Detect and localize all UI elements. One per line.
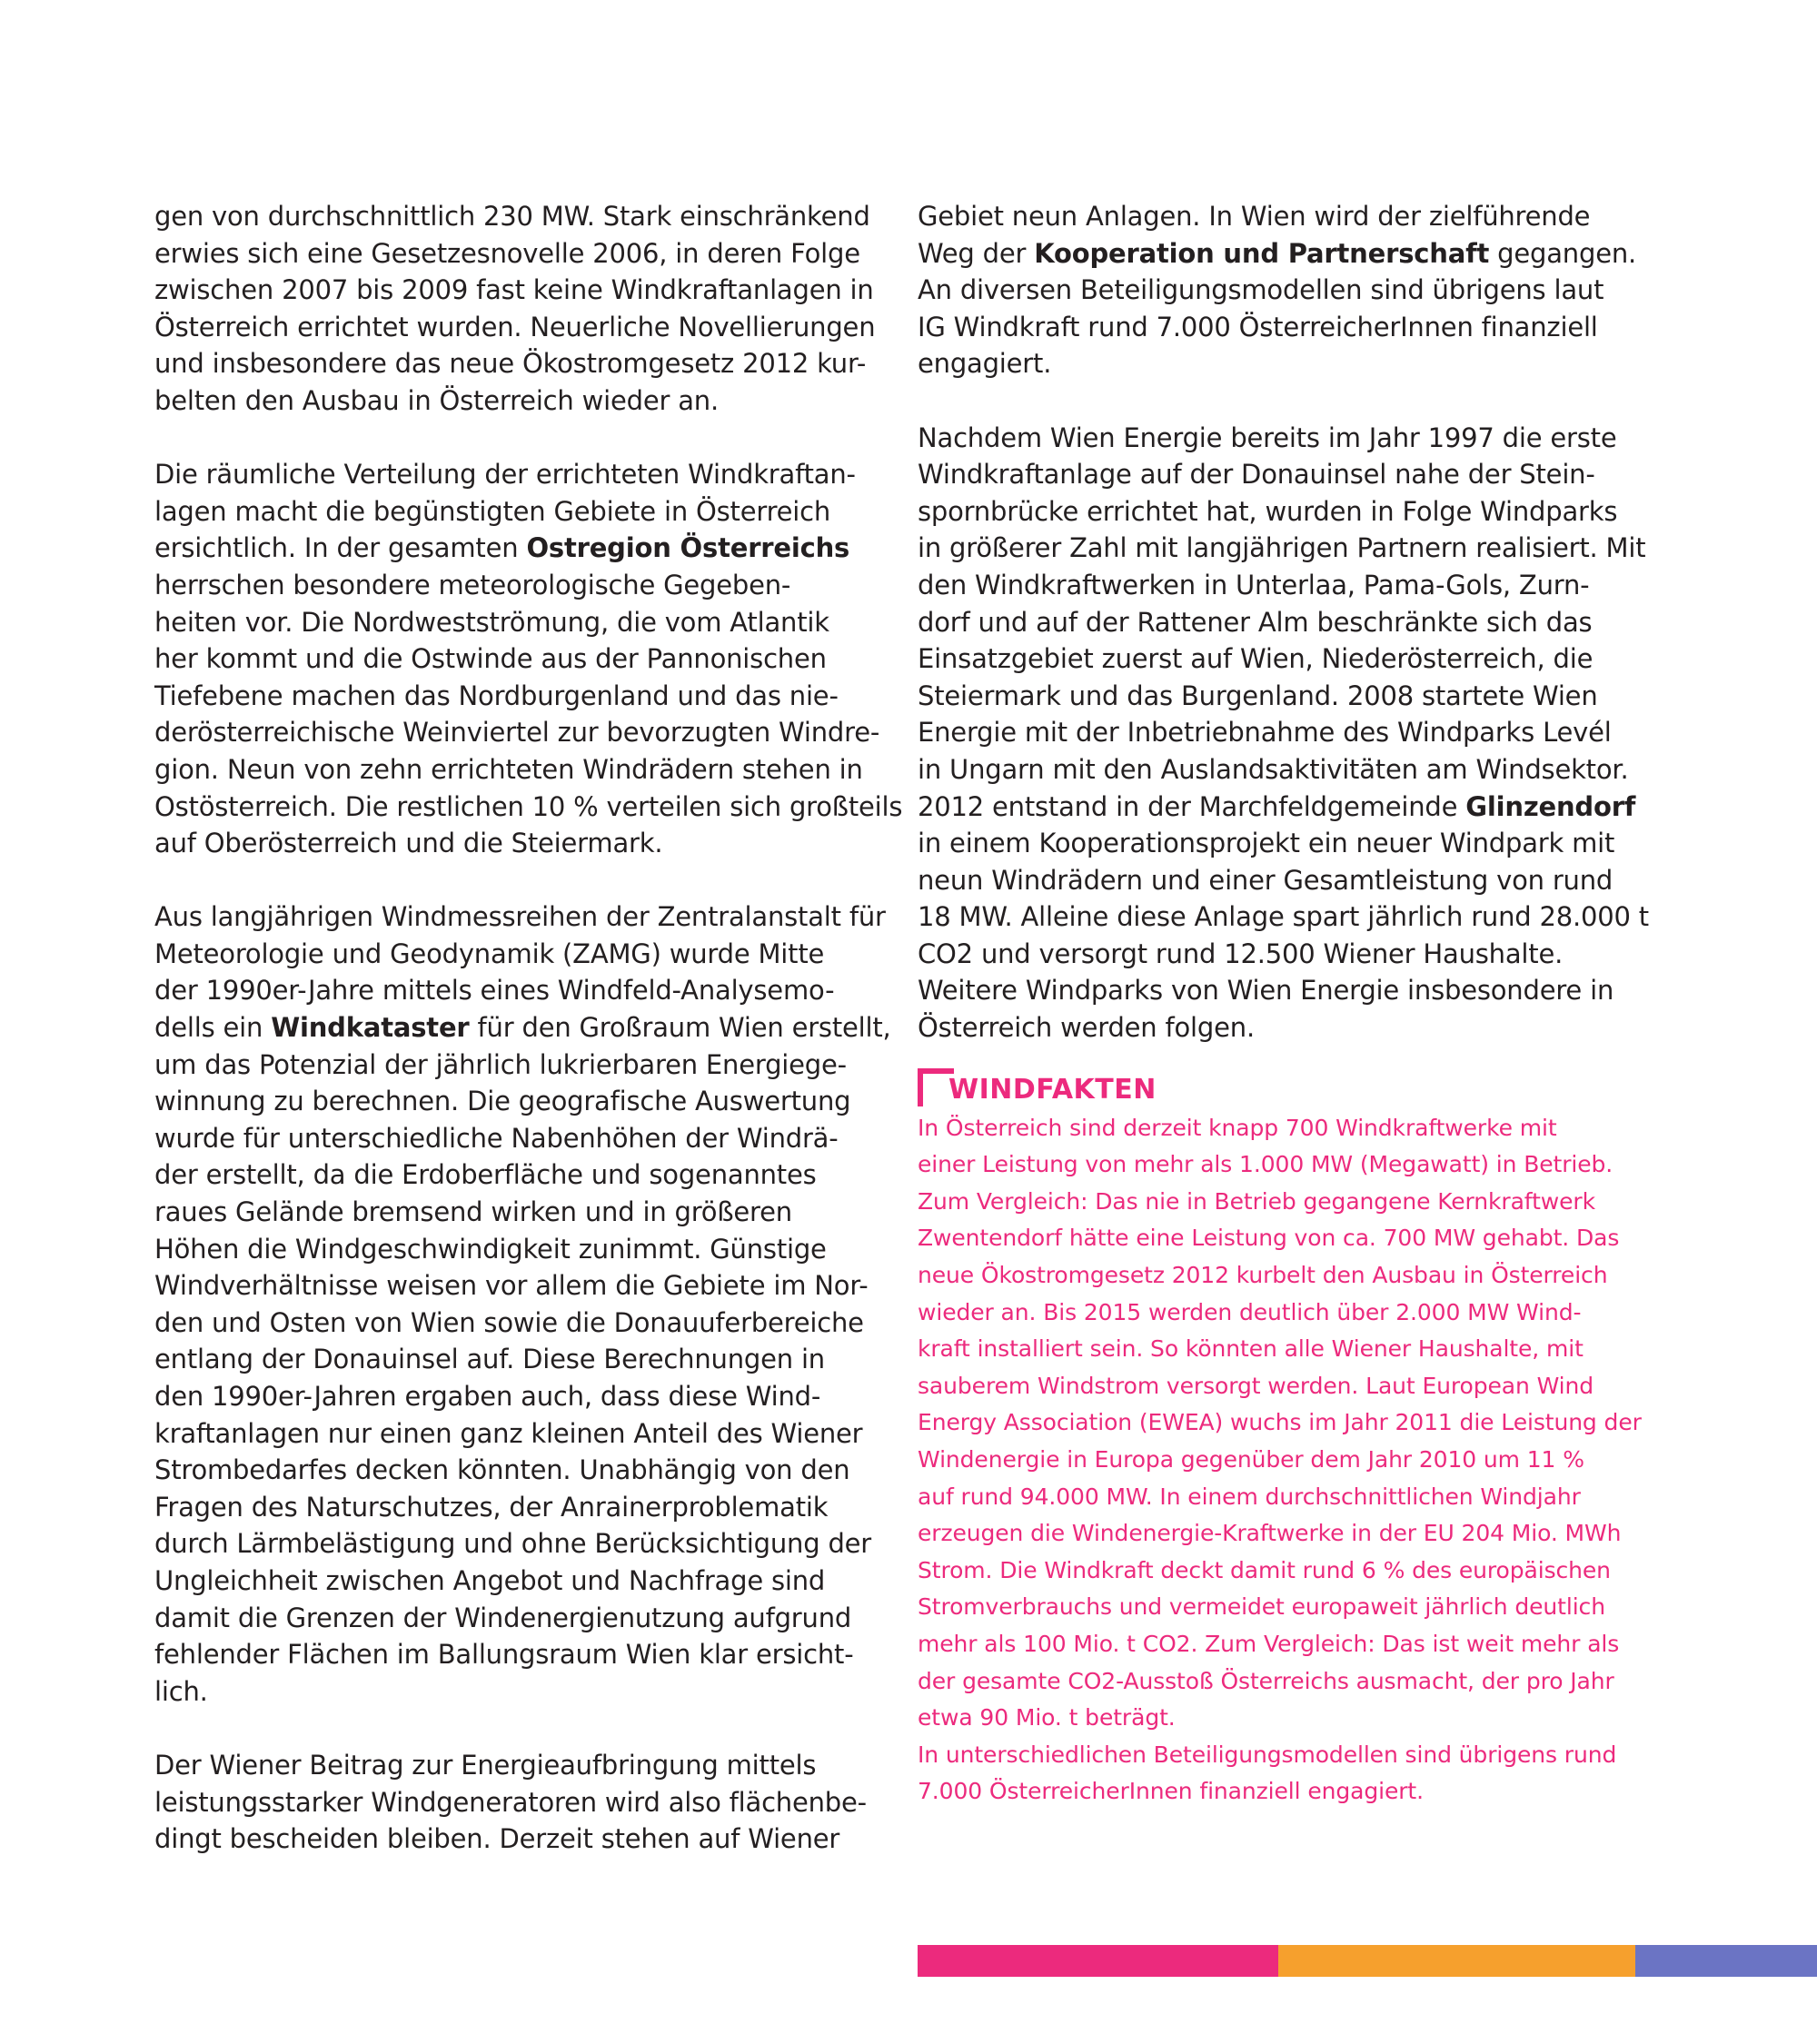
text-line: erwies sich eine Gesetzesnovelle 2006, in deren Folge [154, 237, 860, 269]
text-run: für den Großraum Wien erstellt, [469, 1012, 891, 1044]
text-line: Meteorologie und Geodynamik (ZAMG) wurde Mitte [154, 938, 825, 969]
text-line: in einem Kooperationsprojekt ein neuer Windpark mit [918, 828, 1615, 859]
text-line: Windverhältnisse weisen vor allem die Gebiete im Nor- [154, 1270, 869, 1302]
bold-term: Kooperation und Partnerschaft [1034, 237, 1490, 269]
color-bar-orange [1278, 1945, 1635, 1977]
text-line: belten den Ausbau in Österreich wieder an. [154, 384, 719, 416]
text-line: Einsatzgebiet zuerst auf Wien, Niederösterreich, die [918, 643, 1594, 675]
text-line: CO2 und versorgt rund 12.500 Wiener Haushalte. [918, 938, 1564, 969]
text-line: Windenergie in Europa gegenüber dem Jahr 2010 um 11 % [918, 1446, 1584, 1473]
text-line: raues Gelände bremsend wirken und in größeren [154, 1196, 792, 1228]
text-line: mehr als 100 Mio. t CO2. Zum Vergleich: Das ist weit mehr als [918, 1630, 1620, 1657]
text-run: gegangen. [1489, 237, 1637, 269]
text-line: um das Potenzial der jährlich lukrierbaren Energiege- [154, 1048, 847, 1080]
text-line: den 1990er-Jahren ergaben auch, dass diese Wind- [154, 1381, 821, 1412]
text-run: ersichtlich. In der gesamten [154, 532, 527, 564]
paragraph [918, 198, 1644, 382]
text-line: neue Ökostromgesetz 2012 kurbelt den Ausbau in Österreich [918, 1262, 1608, 1289]
text-line: Gebiet neun Anlagen. In Wien wird der zielführende [918, 201, 1591, 232]
text-line: Österreich werden folgen. [918, 1012, 1255, 1044]
text-line: etwa 90 Mio. t beträgt. [918, 1704, 1176, 1731]
text-line: durch Lärmbelästigung und ohne Berücksichtigung der [154, 1528, 872, 1560]
windfakten-box [918, 1110, 1644, 1811]
text-line: der 1990er-Jahre mittels eines Windfeld-Analysemo- [154, 975, 835, 1007]
text-line: erzeugen die Windenergie-Kraftwerke in der EU 204 Mio. MWh [918, 1520, 1622, 1547]
text-line: sauberem Windstrom versorgt werden. Laut European Wind [918, 1372, 1594, 1399]
text-line: Strombedarfes decken könnten. Unabhängig von den [154, 1454, 850, 1486]
paragraph [918, 420, 1649, 1047]
text-line: Energy Association (EWEA) wuchs im Jahr 2011 die Leistung der [918, 1409, 1642, 1436]
text-line: Aus langjährigen Windmessreihen der Zentralanstalt für [154, 901, 886, 933]
text-line: kraft installiert sein. So könnten alle Wiener Haushalte, mit [918, 1335, 1584, 1363]
text-line: leistungsstarker Windgeneratoren wird also flächenbe- [154, 1786, 867, 1818]
text-line: Weitere Windparks von Wien Energie insbesondere in [918, 975, 1614, 1007]
paragraph-gap [154, 1710, 881, 1747]
text-line: Ungleichheit zwischen Angebot und Nachfrage sind [154, 1564, 826, 1596]
color-bar-pink [918, 1945, 1278, 1977]
text-line: zwischen 2007 bis 2009 fast keine Windkraftanlagen in [154, 274, 874, 306]
paragraph-gap [918, 382, 1644, 420]
text-line: Nachdem Wien Energie bereits im Jahr 1997 die erste [918, 422, 1617, 453]
text-run: Weg der [918, 237, 1035, 269]
text-line: einer Leistung von mehr als 1.000 MW (Megawatt) in Betrieb. [918, 1151, 1613, 1178]
text-line: damit die Grenzen der Windenergienutzung aufgrund [154, 1602, 852, 1633]
text-line: IG Windkraft rund 7.000 ÖsterreicherInnen finanziell [918, 311, 1598, 342]
paragraph [154, 456, 903, 862]
text-line: den Windkraftwerken in Unterlaa, Pama-Gols, Zurn- [918, 569, 1590, 600]
text-line: Fragen des Naturschutzes, der Anrainerproblematik [154, 1491, 829, 1523]
left-column [154, 198, 903, 1858]
bold-term: Ostregion Österreichs [526, 532, 850, 564]
text-line [154, 530, 881, 567]
text-line: derösterreichische Weinviertel zur bevorzugten Windre- [154, 717, 880, 749]
text-line: wieder an. Bis 2015 werden deutlich über 2.000 MW Wind- [918, 1298, 1582, 1325]
text-line: An diversen Beteiligungsmodellen sind übrigens laut [918, 274, 1604, 306]
text-line: auf rund 94.000 MW. In einem durchschnittlichen Windjahr [918, 1483, 1581, 1510]
paragraph [154, 198, 881, 420]
paragraph [154, 898, 891, 1710]
text-line: Ostösterreich. Die restlichen 10 % verteilen sich großteils [154, 790, 903, 822]
text-line: Höhen die Windgeschwindigkeit zunimmt. Günstige [154, 1233, 827, 1265]
text-line: in Ungarn mit den Auslandsaktivitäten am Windsektor. [918, 753, 1629, 785]
text-line: herrschen besondere meteorologische Gegeben- [154, 569, 791, 600]
color-bar-blue [1635, 1945, 1817, 1977]
text-line: und insbesondere das neue Ökostromgesetz 2012 kur- [154, 348, 867, 380]
text-line: Strom. Die Windkraft deckt damit rund 6 % des europäischen [918, 1556, 1611, 1583]
text-line: her kommt und die Ostwinde aus der Pannonischen [154, 643, 827, 675]
text-line [918, 789, 1644, 826]
text-run: 2012 entstand in der Marchfeldgemeinde [918, 790, 1466, 822]
text-line: den und Osten von Wien sowie die Donauuferbereiche [154, 1306, 864, 1338]
text-line: entlang der Donauinsel auf. Diese Berechnungen in [154, 1344, 825, 1375]
windfakten-heading [918, 1061, 1644, 1110]
text-line: auf Oberösterreich und die Steiermark. [154, 828, 663, 859]
text-line: 18 MW. Alleine diese Anlage spart jährlich rund 28.000 t [918, 901, 1649, 933]
text-line [918, 235, 1644, 273]
text-line: in größerer Zahl mit langjährigen Partnern realisiert. Mit [918, 532, 1646, 564]
right-column [918, 198, 1649, 1811]
bold-term: Glinzendorf [1465, 790, 1636, 822]
text-line: neun Windrädern und einer Gesamtleistung von rund [918, 864, 1613, 896]
text-line: dingt bescheiden bleiben. Derzeit stehen auf Wiener [154, 1823, 840, 1855]
paragraph-gap [154, 420, 881, 457]
right-column-body [918, 198, 1649, 1047]
text-line: der gesamte CO2-Ausstoß Österreichs ausmacht, der pro Jahr [918, 1667, 1614, 1694]
text-line: Stromverbrauchs und vermeidet europaweit jährlich deutlich [918, 1593, 1605, 1621]
bold-term: Windkataster [271, 1012, 470, 1044]
text-line: In Österreich sind derzeit knapp 700 Windkraftwerke mit [918, 1114, 1557, 1141]
text-line: Energie mit der Inbetriebnahme des Windparks Levél [918, 717, 1612, 749]
text-line: Der Wiener Beitrag zur Energieaufbringung mittels [154, 1749, 817, 1781]
text-line: gion. Neun von zehn errichteten Windrädern stehen in [154, 753, 863, 785]
text-line: spornbrücke errichtet hat, wurden in Folge Windparks [918, 495, 1618, 527]
text-line: kraftanlagen nur einen ganz kleinen Anteil des Wiener [154, 1417, 863, 1449]
text-line: dorf und auf der Rattener Alm beschränkte sich das [918, 606, 1593, 638]
text-line: der erstellt, da die Erdoberfläche und sogenanntes [154, 1159, 817, 1191]
text-line: gen von durchschnittlich 230 MW. Stark einschränkend [154, 201, 870, 232]
text-line: Tiefebene machen das Nordburgenland und das nie- [154, 680, 839, 711]
text-line: engagiert. [918, 348, 1052, 380]
text-line: Zum Vergleich: Das nie in Betrieb gegangene Kernkraftwerk [918, 1187, 1595, 1215]
text-line: Zwentendorf hätte eine Leistung von ca. 700 MW gehabt. Das [918, 1225, 1620, 1252]
windfakten-title: WINDFAKTEN [948, 1073, 1157, 1106]
text-line: Windkraftanlage auf der Donauinsel nahe der Stein- [918, 459, 1595, 491]
text-line: Die räumliche Verteilung der errichteten Windkraftan- [154, 459, 856, 491]
text-line: lich. [154, 1675, 208, 1707]
text-line: Österreich errichtet wurden. Neuerliche Novellierungen [154, 311, 876, 342]
text-line [154, 1009, 891, 1047]
text-line: In unterschiedlichen Beteiligungsmodellen sind übrigens rund [918, 1741, 1617, 1768]
text-line: wurde für unterschiedliche Nabenhöhen der Windrä- [154, 1122, 839, 1154]
text-line: fehlender Flächen im Ballungsraum Wien klar ersicht- [154, 1639, 854, 1671]
text-line: winnung zu berechnen. Die geografische Auswertung [154, 1086, 851, 1117]
text-line: Steiermark und das Burgenland. 2008 startete Wien [918, 680, 1598, 711]
text-line: heiten vor. Die Nordwestströmung, die vom Atlantik [154, 606, 829, 638]
text-line: 7.000 ÖsterreicherInnen finanziell engagiert. [918, 1778, 1424, 1805]
paragraph-gap [154, 862, 881, 899]
paragraph [154, 1747, 881, 1858]
text-run: dells ein [154, 1012, 272, 1044]
text-line: lagen macht die begünstigten Gebiete in Österreich [154, 495, 831, 527]
